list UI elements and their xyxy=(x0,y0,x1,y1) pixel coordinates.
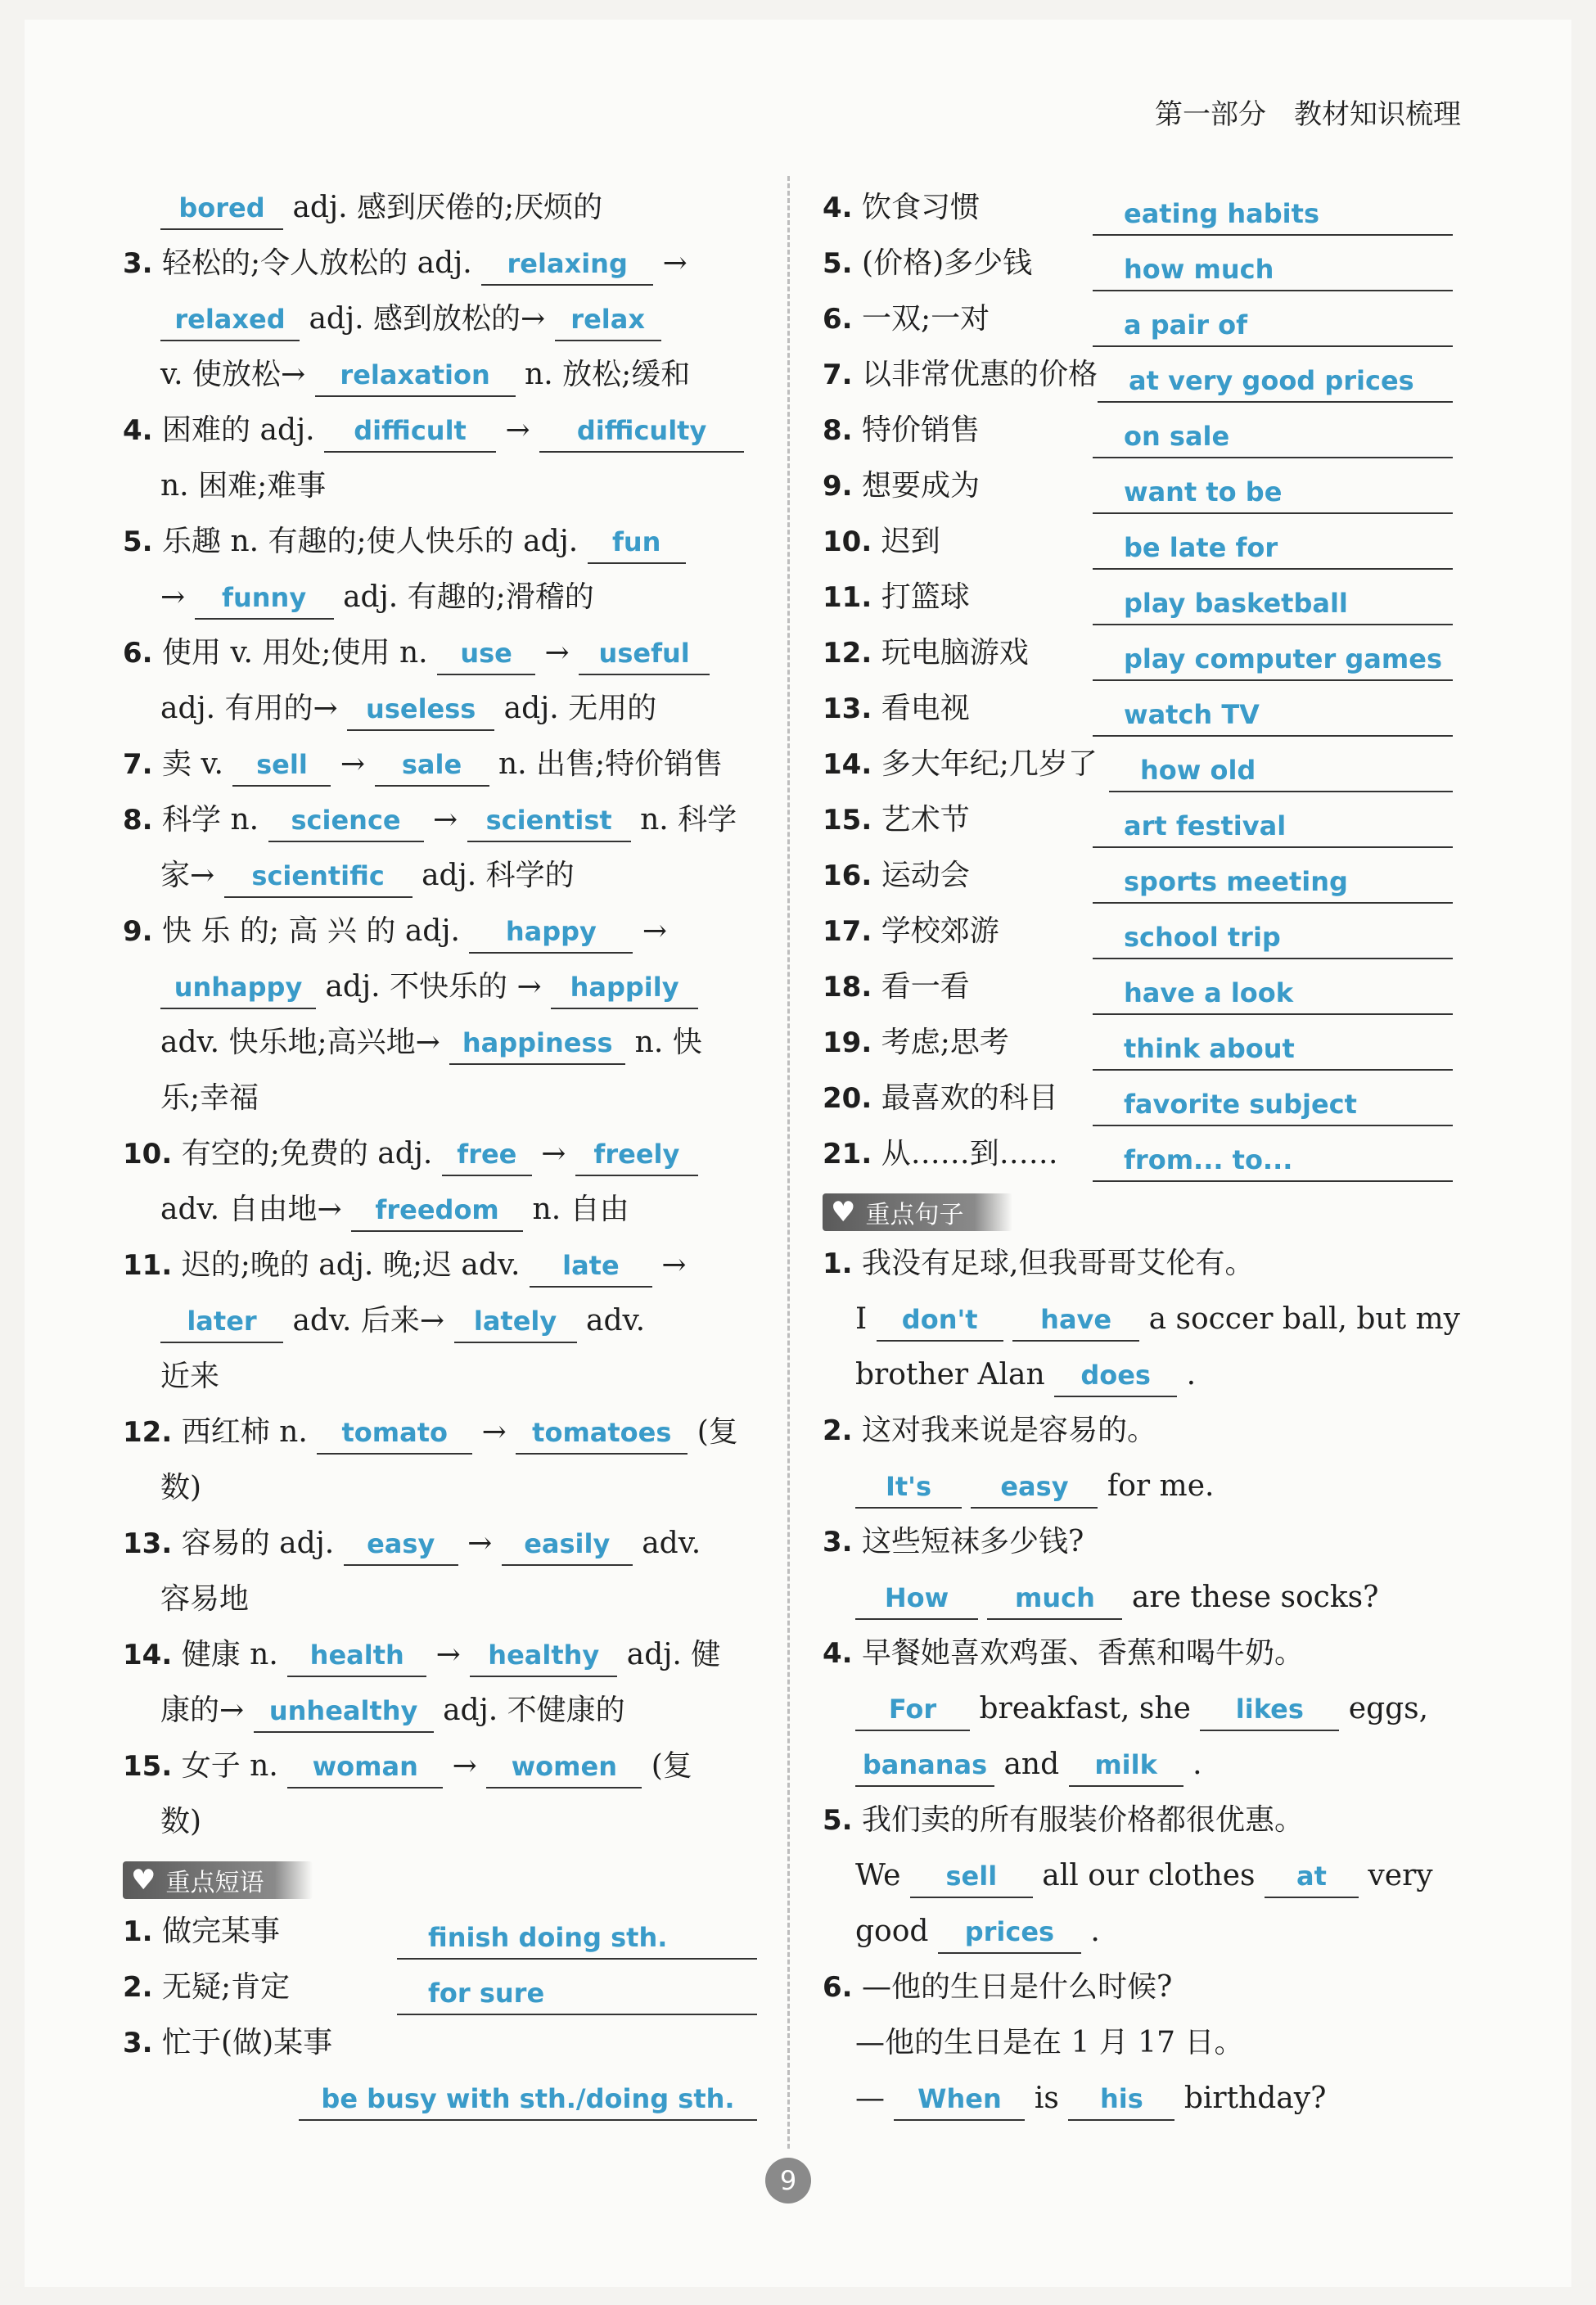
item-number: 13. xyxy=(823,692,872,725)
vocab-item xyxy=(123,1572,757,1627)
answer: sale xyxy=(375,744,489,787)
text: 乐;幸福 xyxy=(160,1081,259,1115)
item-number: 21. xyxy=(823,1138,872,1171)
answer: sell xyxy=(232,744,331,787)
phrase-item xyxy=(823,1071,1453,1126)
answer: useful xyxy=(579,633,710,675)
vocab-item: 6. 使用 v. 用处;使用 n. use → useful xyxy=(123,625,757,681)
item-number: 6. xyxy=(123,637,153,670)
question: 快 乐 的; 高 兴 的 adj. xyxy=(162,914,460,948)
answer: does xyxy=(1054,1355,1177,1397)
text: adv. xyxy=(642,1527,701,1560)
chinese-sentence: 这对我来说是容易的。 xyxy=(862,1414,1157,1447)
text: are these socks? xyxy=(1131,1581,1379,1614)
answer: happiness xyxy=(449,1022,625,1065)
text: breakfast, she xyxy=(979,1692,1191,1725)
text: adj. 有用的→ xyxy=(160,692,338,725)
phrase-chinese: 看一看 xyxy=(881,970,970,1004)
phrase-answer: how much xyxy=(1093,249,1453,291)
answer: When xyxy=(894,2078,1025,2121)
vocab-item xyxy=(123,1293,757,1349)
phrase-item xyxy=(823,236,1453,291)
question: 有空的;免费的 adj. xyxy=(181,1137,433,1171)
phrase-answer: play computer games xyxy=(1093,638,1453,681)
sentence-item xyxy=(823,1459,1453,1514)
phrase-answer: be busy with sth./doing sth. xyxy=(299,2078,757,2121)
answer: relaxing xyxy=(481,243,653,286)
phrase-item xyxy=(823,959,1453,1015)
answer: lately xyxy=(454,1301,577,1343)
vocab-item xyxy=(123,347,757,403)
answer: unhappy xyxy=(160,967,316,1009)
item-number: 10. xyxy=(823,526,872,558)
sentence-item xyxy=(823,1236,1453,1292)
sentence-item xyxy=(823,1403,1453,1459)
chinese-sentence: 我们卖的所有服装价格都很优惠。 xyxy=(862,1803,1305,1837)
vocab-item xyxy=(123,291,757,347)
vocab-item: 14. 健康 n. health → healthy adj. 健 xyxy=(123,1627,757,1683)
item-number: 9. xyxy=(823,470,853,503)
answer: women xyxy=(486,1746,642,1789)
answer: It's xyxy=(855,1466,962,1509)
vocab-item xyxy=(123,1071,757,1126)
phrase-list xyxy=(123,1904,757,2127)
text: adj. 有趣的;滑稽的 xyxy=(343,580,594,614)
answer: happily xyxy=(551,967,698,1009)
answer: use xyxy=(437,633,535,675)
vocab-item: 15. 女子 n. woman → women (复 xyxy=(123,1739,757,1794)
chinese-sentence: —他的生日是什么时候? xyxy=(862,1970,1173,2004)
answer: difficulty xyxy=(539,410,744,453)
item-number: 4. xyxy=(123,414,153,447)
text: adj. 不健康的 xyxy=(443,1694,625,1727)
vocab-item: 7. 卖 v. sell → sale n. 出售;特价销售 xyxy=(123,737,757,792)
text: (复 xyxy=(697,1415,738,1449)
phrase-answer: think about xyxy=(1093,1028,1453,1071)
page-header: 第一部分 教材知识梳理 xyxy=(1155,98,1461,131)
sentence-item xyxy=(823,1737,1453,1793)
answer: milk xyxy=(1069,1744,1183,1787)
answer: later xyxy=(160,1301,283,1343)
question: 西红柿 n. xyxy=(181,1415,308,1449)
answer: freely xyxy=(575,1134,698,1176)
text: 容易地 xyxy=(160,1582,250,1616)
text: adj. 无用的 xyxy=(503,692,657,725)
vocab-item xyxy=(123,1349,757,1405)
sentence-item xyxy=(823,2071,1453,2127)
vocab-item xyxy=(123,959,757,1015)
vocab-item: 12. 西红柿 n. tomato → tomatoes (复 xyxy=(123,1405,757,1460)
answer: unhealthy xyxy=(254,1690,434,1733)
phrase-answer: from... to... xyxy=(1093,1139,1453,1182)
question: 使用 v. 用处;使用 n. xyxy=(162,636,428,670)
phrase-item xyxy=(123,1904,757,1960)
text: good xyxy=(855,1915,929,1948)
phrase-answer: play basketball xyxy=(1093,583,1453,625)
text: all our clothes xyxy=(1042,1859,1256,1892)
answer: relaxation xyxy=(315,354,516,397)
answer: don't xyxy=(877,1299,1003,1342)
section-title-sentences xyxy=(823,1193,1012,1231)
text: — xyxy=(855,2082,885,2115)
text: We xyxy=(855,1859,901,1892)
phrase-chinese: (价格)多少钱 xyxy=(862,246,1033,280)
answer: easy xyxy=(971,1466,1098,1509)
item-number: 6. xyxy=(823,303,853,336)
item-number: 13. xyxy=(123,1527,173,1560)
item-number: 4. xyxy=(823,1637,853,1670)
phrase-item xyxy=(823,625,1453,681)
phrase-list xyxy=(823,180,1453,1182)
text: I xyxy=(855,1302,868,1336)
sentence-item xyxy=(823,1681,1453,1737)
phrase-item xyxy=(823,792,1453,848)
section-title-phrases xyxy=(123,1861,313,1899)
vocab-item xyxy=(123,180,757,236)
text: adj. 感到厌倦的;厌烦的 xyxy=(292,191,603,224)
answer: science xyxy=(268,800,424,842)
item-number: 8. xyxy=(123,804,153,837)
item-number: 7. xyxy=(823,359,853,391)
phrase-item xyxy=(823,347,1453,403)
answer: difficult xyxy=(324,410,496,453)
sentence-item xyxy=(823,1626,1453,1681)
phrase-chinese: 做完某事 xyxy=(162,1915,281,1948)
phrase-chinese: 学校郊游 xyxy=(881,914,999,948)
text: n. 出售;特价销售 xyxy=(498,747,724,781)
section-title-text: 重点句子 xyxy=(865,1201,964,1229)
text: (复 xyxy=(651,1749,692,1783)
vocab-item xyxy=(123,848,757,904)
item-number: 2. xyxy=(123,1971,153,2004)
vocab-item: → funny adj. 有趣的;滑稽的 xyxy=(123,570,757,625)
phrase-item xyxy=(823,1015,1453,1071)
text: adv. 自由地→ xyxy=(160,1193,342,1226)
vocab-item xyxy=(123,1794,757,1850)
item-number: 14. xyxy=(123,1639,173,1671)
sentence-item xyxy=(823,1347,1453,1403)
phrase-item xyxy=(823,1126,1453,1182)
answer: late xyxy=(530,1245,652,1288)
answer: relax xyxy=(555,299,661,341)
heart-icon: ♥ xyxy=(831,1196,856,1229)
item-number: 3. xyxy=(123,247,153,280)
item-number: 14. xyxy=(823,748,872,781)
text: n. 科学 xyxy=(640,803,737,837)
item-number: 5. xyxy=(823,247,853,280)
answer: tomato xyxy=(317,1412,472,1455)
answer: happy xyxy=(469,911,633,954)
question: 卖 v. xyxy=(162,747,223,781)
text: adv. 快乐地;高兴地→ xyxy=(160,1026,440,1059)
question: 女子 n. xyxy=(181,1749,278,1783)
item-number: 5. xyxy=(123,526,153,558)
phrase-chinese: 看电视 xyxy=(881,692,970,725)
item-number: 1. xyxy=(123,1915,153,1948)
sentence-item xyxy=(823,1793,1453,1848)
question: 容易的 adj. xyxy=(181,1527,335,1560)
phrase-chinese: 艺术节 xyxy=(881,803,970,837)
vocab-item: 13. 容易的 adj. easy → easily adv. xyxy=(123,1516,757,1572)
answer: For xyxy=(855,1689,970,1731)
phrase-chinese: 忙于(做)某事 xyxy=(162,2026,333,2059)
text: 数) xyxy=(160,1471,202,1504)
vocab-item: 9. 快 乐 的; 高 兴 的 adj. happy → xyxy=(123,904,757,959)
item-number: 18. xyxy=(823,971,872,1004)
vocab-item: 3. 轻松的;令人放松的 adj. relaxing → xyxy=(123,236,757,291)
vocab-item xyxy=(123,514,757,570)
phrase-chinese: 最喜欢的科目 xyxy=(881,1081,1058,1115)
item-number: 12. xyxy=(123,1416,173,1449)
answer: bananas xyxy=(855,1744,994,1787)
vocab-item: 8. 科学 n. science → scientist n. 科学 xyxy=(123,792,757,848)
item-number: 2. xyxy=(823,1414,853,1447)
item-number: 15. xyxy=(123,1750,173,1783)
chinese-sentence: 早餐她喜欢鸡蛋、香蕉和喝牛奶。 xyxy=(862,1636,1305,1670)
text: 数) xyxy=(160,1805,202,1838)
text: 近来 xyxy=(160,1360,220,1393)
vocab-item xyxy=(123,1683,757,1739)
answer: much xyxy=(987,1577,1122,1620)
sentence-item xyxy=(823,1904,1453,1960)
answer: likes xyxy=(1200,1689,1339,1731)
item-number: 3. xyxy=(823,1526,853,1558)
answer: health xyxy=(287,1635,426,1677)
text: brother Alan xyxy=(855,1358,1045,1392)
answer: sell xyxy=(910,1856,1033,1898)
phrase-chinese: 想要成为 xyxy=(862,469,981,503)
answer: scientist xyxy=(467,800,631,842)
text: . xyxy=(1186,1358,1197,1392)
vocab-item xyxy=(123,458,757,514)
phrase-chinese: 迟到 xyxy=(881,525,940,558)
answer: relaxed xyxy=(160,299,300,341)
sentence-item xyxy=(823,1960,1453,2015)
page-number: 9 xyxy=(765,2158,811,2204)
right-column xyxy=(823,180,1460,2127)
phrase-item xyxy=(823,180,1453,236)
question: 健康 n. xyxy=(181,1638,278,1671)
text: eggs, xyxy=(1348,1692,1429,1725)
heart-icon: ♥ xyxy=(131,1864,156,1897)
phrase-item xyxy=(823,737,1453,792)
item-number: 1. xyxy=(823,1247,853,1280)
item-number: 4. xyxy=(823,192,853,224)
item-number: 3. xyxy=(123,2027,153,2059)
item-number: 17. xyxy=(823,915,872,948)
phrase-item xyxy=(823,403,1453,458)
phrase-answer: eating habits xyxy=(1093,193,1453,236)
answer: How xyxy=(855,1577,978,1620)
answer: funny xyxy=(195,577,334,620)
phrase-chinese: 饮食习惯 xyxy=(862,191,981,224)
answer: easy xyxy=(344,1523,458,1566)
text: adj. 感到放松的→ xyxy=(309,302,546,336)
text: very xyxy=(1368,1859,1433,1892)
vocab-item xyxy=(123,1182,757,1238)
sentence-item xyxy=(823,2015,1453,2071)
phrase-answer: sports meeting xyxy=(1093,861,1453,904)
left-column xyxy=(123,180,757,2127)
text: is xyxy=(1034,2082,1059,2115)
item-number: 16. xyxy=(823,859,872,892)
answer: prices xyxy=(938,1911,1081,1954)
item-number: 11. xyxy=(123,1249,173,1282)
answer: scientific xyxy=(224,855,413,898)
question: 迟的;晚的 adj. 晚;迟 adv. xyxy=(181,1248,521,1282)
phrase-chinese: 无疑;肯定 xyxy=(162,1970,291,2004)
text: adv. xyxy=(586,1304,646,1337)
item-number: 8. xyxy=(823,414,853,447)
phrase-item xyxy=(823,904,1453,959)
text: n. 快 xyxy=(634,1026,702,1059)
phrase-item xyxy=(823,458,1453,514)
phrase-answer: for sure xyxy=(397,1973,757,2015)
phrase-item xyxy=(823,681,1453,737)
phrase-item xyxy=(123,2071,757,2127)
item-number: 10. xyxy=(123,1138,173,1171)
vocab-item: 4. 困难的 adj. difficult → difficulty xyxy=(123,403,757,458)
answer: healthy xyxy=(470,1635,617,1677)
text: adv. 后来→ xyxy=(292,1304,445,1337)
sentence-item xyxy=(823,1514,1453,1570)
vocab-item: 10. 有空的;免费的 adj. free → freely xyxy=(123,1126,757,1182)
item-number: 5. xyxy=(823,1804,853,1837)
phrase-item xyxy=(123,1960,757,2015)
question: 乐趣 n. 有趣的;使人快乐的 adj. xyxy=(162,525,579,558)
text: adj. 健 xyxy=(626,1638,721,1671)
text: v. 使放松→ xyxy=(160,358,306,391)
answer: tomatoes xyxy=(516,1412,688,1455)
question: 科学 n. xyxy=(162,803,259,837)
phrase-answer: at very good prices xyxy=(1098,360,1453,403)
phrase-answer: finish doing sth. xyxy=(397,1917,757,1960)
item-number: 15. xyxy=(823,804,872,837)
answer: useless xyxy=(347,688,494,731)
text: . xyxy=(1192,1748,1202,1781)
text: 康的→ xyxy=(160,1694,245,1727)
phrase-answer: art festival xyxy=(1093,805,1453,848)
phrase-answer: favorite subject xyxy=(1093,1084,1453,1126)
item-number: 6. xyxy=(823,1971,853,2004)
sentence-item xyxy=(823,1570,1453,1626)
phrase-chinese: 一双;一对 xyxy=(862,302,990,336)
question: 困难的 adj. xyxy=(162,413,315,447)
answer: have xyxy=(1012,1299,1139,1342)
text: n. 自由 xyxy=(532,1193,629,1226)
text: birthday? xyxy=(1183,2082,1327,2115)
phrase-chinese: 打篮球 xyxy=(881,580,970,614)
vocab-item xyxy=(123,681,757,737)
sentence-item xyxy=(823,1848,1453,1904)
item-number: 19. xyxy=(823,1026,872,1059)
question: 轻松的;令人放松的 adj. xyxy=(162,246,472,280)
phrase-chinese: 以非常优惠的价格 xyxy=(862,358,1098,391)
item-number: 20. xyxy=(823,1082,872,1115)
answer: easily xyxy=(502,1523,633,1566)
text: for me. xyxy=(1107,1469,1215,1503)
phrase-item xyxy=(823,291,1453,347)
phrase-item xyxy=(823,514,1453,570)
text: and xyxy=(1003,1748,1060,1781)
answer: freedom xyxy=(351,1189,523,1232)
column-divider xyxy=(787,176,790,2149)
answer: bored xyxy=(160,187,283,230)
phrase-item xyxy=(823,570,1453,625)
phrase-chinese: 特价销售 xyxy=(862,413,981,447)
text: . xyxy=(1090,1915,1100,1948)
item-number: 7. xyxy=(123,748,153,781)
vocab-item xyxy=(123,1460,757,1516)
text: n. 放松;缓和 xyxy=(525,358,691,391)
item-number: 9. xyxy=(123,915,153,948)
phrase-answer: watch TV xyxy=(1093,694,1453,737)
answer: at xyxy=(1265,1856,1359,1898)
section-title-text: 重点短语 xyxy=(165,1869,264,1897)
phrase-answer: have a look xyxy=(1093,972,1453,1015)
chinese-sentence: 我没有足球,但我哥哥艾伦有。 xyxy=(862,1247,1255,1280)
vocab-item: 11. 迟的;晚的 adj. 晚;迟 adv. late → xyxy=(123,1238,757,1293)
phrase-chinese: 考虑;思考 xyxy=(881,1026,1009,1059)
phrase-answer: school trip xyxy=(1093,917,1453,959)
answer: woman xyxy=(287,1746,443,1789)
item-number: 12. xyxy=(823,637,872,670)
phrase-answer: be late for xyxy=(1093,527,1453,570)
text: a soccer ball, but my xyxy=(1148,1302,1460,1336)
chinese-sentence: —他的生日是在 1 月 17 日。 xyxy=(855,2026,1244,2059)
answer: his xyxy=(1068,2078,1174,2121)
text: 家→ xyxy=(160,859,215,892)
phrase-chinese: 运动会 xyxy=(881,859,970,892)
phrase-answer: on sale xyxy=(1093,416,1453,458)
sentence-item xyxy=(823,1292,1460,1347)
answer: fun xyxy=(588,521,686,564)
text: n. 困难;难事 xyxy=(160,469,327,503)
text: adj. 科学的 xyxy=(422,859,575,892)
answer: free xyxy=(442,1134,532,1176)
phrase-answer: how old xyxy=(1109,750,1453,792)
phrase-item xyxy=(123,2015,757,2071)
phrase-answer: a pair of xyxy=(1093,304,1453,347)
phrase-chinese: 从……到…… xyxy=(881,1137,1058,1171)
phrase-chinese: 玩电脑游戏 xyxy=(881,636,1029,670)
vocab-item xyxy=(123,1015,757,1071)
chinese-sentence: 这些短袜多少钱? xyxy=(862,1525,1084,1558)
phrase-answer: want to be xyxy=(1093,471,1453,514)
phrase-chinese: 多大年纪;几岁了 xyxy=(881,747,1098,781)
phrase-item xyxy=(823,848,1453,904)
text: adj. 不快乐的 → xyxy=(325,970,542,1004)
item-number: 11. xyxy=(823,581,872,614)
